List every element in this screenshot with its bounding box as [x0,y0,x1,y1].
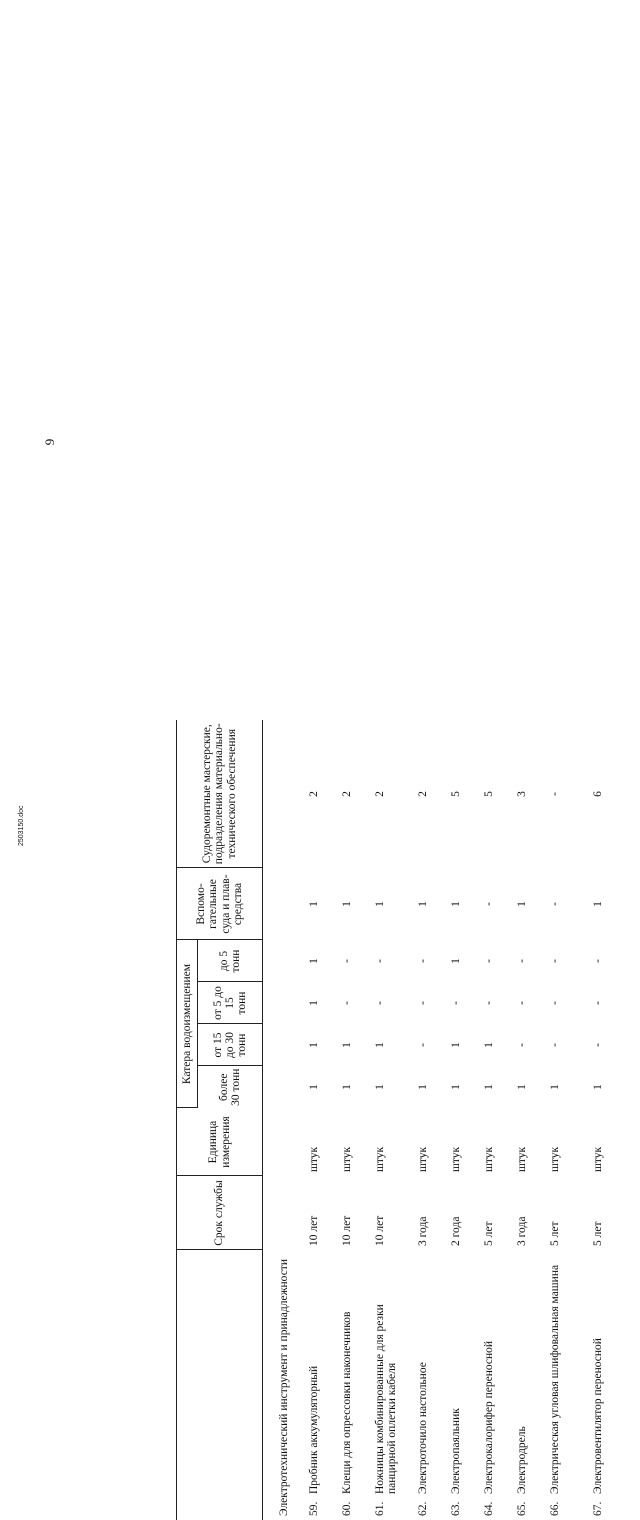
row-boats-upto5: - [341,959,353,963]
row-number: 66. [549,1501,561,1516]
row-auxiliary: 1 [308,901,320,907]
row-boats-upto5: - [483,959,495,963]
row-name: Электрическая угловая шлифовальная машина [549,1264,561,1494]
row-number: 59. [308,1501,320,1516]
header-boats-group: Катера водоизмещением [177,940,198,1108]
header-repair: Судоремонтные мастерские, подразделения материально-технического обеспечения [177,720,263,868]
row-boats-upto5: - [592,959,604,963]
row-boats-upto5: - [374,959,386,963]
row-boats-over30: 1 [450,1084,462,1090]
row-boats-5-15: - [417,1001,429,1005]
row-repair: 5 [483,791,495,797]
row-auxiliary: 1 [592,901,604,907]
row-auxiliary: 1 [374,901,386,907]
row-service-life: 3 года [417,1216,429,1246]
row-unit: штук [450,1146,462,1172]
row-boats-upto5: 1 [450,958,462,964]
header-boats-15-30: от 15 до 30 тонн [198,1024,263,1066]
row-boats-upto5: - [417,959,429,963]
row-auxiliary: - [483,902,495,906]
row-boats-5-15: - [374,1001,386,1005]
page-number: 9 [42,438,57,446]
row-number: 61. [374,1501,386,1516]
row-unit: штук [341,1146,353,1172]
header-boats-5-15: от 5 до 15 тонн [198,982,263,1024]
footer-filename: 2503150.doc [18,805,25,846]
row-number: 63. [450,1501,462,1516]
row-repair: 2 [374,791,386,797]
row-boats-15-30: - [592,1043,604,1047]
row-number: 62. [417,1501,429,1516]
row-boats-5-15: - [549,1001,561,1005]
row-unit: штук [374,1146,386,1172]
row-unit: штук [592,1146,604,1172]
header-name-blank [177,1250,263,1520]
table-row [480,720,513,1520]
row-name: Пробник аккумуляторный [308,1365,320,1494]
row-boats-15-30: 1 [483,1042,495,1048]
table-row [546,720,589,1520]
row-number: 60. [341,1501,353,1516]
row-auxiliary: 1 [450,901,462,907]
row-auxiliary: 1 [341,901,353,907]
row-boats-15-30: - [417,1043,429,1047]
row-service-life: 5 лет [549,1221,561,1246]
row-boats-over30: 1 [592,1084,604,1090]
row-repair: 3 [516,791,528,797]
table-row [589,720,622,1520]
row-repair: 6 [592,791,604,797]
row-unit: штук [308,1146,320,1172]
row-boats-5-15: - [592,1001,604,1005]
row-service-life: 5 лет [483,1221,495,1246]
row-service-life: 2 года [450,1216,462,1246]
row-repair: 2 [308,791,320,797]
row-boats-over30: 1 [549,1084,561,1090]
row-boats-over30: 1 [374,1084,386,1090]
row-boats-15-30: - [549,1043,561,1047]
row-service-life: 10 лет [374,1215,386,1246]
row-auxiliary: - [549,902,561,906]
row-service-life: 3 года [516,1216,528,1246]
row-boats-over30: 1 [308,1084,320,1090]
row-boats-5-15: - [483,1001,495,1005]
row-auxiliary: 1 [417,901,429,907]
row-boats-upto5: - [516,959,528,963]
row-name: Клещи для опрессовки наконечников [341,1311,353,1494]
row-boats-over30: 1 [483,1084,495,1090]
table-row [305,720,338,1520]
row-boats-15-30: 1 [308,1042,320,1048]
row-boats-15-30: 1 [341,1042,353,1048]
row-repair: 2 [417,791,429,797]
header-service-life: Срок службы [177,1176,263,1250]
row-boats-15-30: 1 [374,1042,386,1048]
row-name: Электроточило настольное [417,1362,429,1494]
table-row [338,720,371,1520]
row-boats-upto5: - [549,959,561,963]
row-name: Электровентилятор переносной [592,1338,604,1494]
row-number: 67. [592,1501,604,1516]
header-auxiliary: Вспомо-гательные суда и плав-средства [177,868,263,940]
row-unit: штук [549,1146,561,1172]
row-boats-over30: 1 [516,1084,528,1090]
table-row [371,720,414,1520]
row-service-life: 10 лет [341,1215,353,1246]
row-boats-5-15: - [341,1001,353,1005]
table-header [177,720,263,1520]
row-repair: - [549,792,561,796]
row-name: Электропаяльник [450,1408,462,1494]
row-boats-15-30: - [516,1043,528,1047]
row-name: Электрокалорифер переносной [483,1340,495,1494]
row-boats-over30: 1 [341,1084,353,1090]
rotated-table-sheet [176,720,640,1520]
table-row [513,720,546,1520]
row-repair: 2 [341,791,353,797]
row-service-life: 10 лет [308,1215,320,1246]
row-unit: штук [483,1146,495,1172]
row-boats-over30: 1 [417,1084,429,1090]
row-number: 64. [483,1501,495,1516]
row-boats-5-15: - [450,1001,462,1005]
row-boats-5-15: - [516,1001,528,1005]
table-body [263,720,623,1520]
row-repair: 5 [450,791,462,797]
section-title: Электротехнический инструмент и принадлежности [277,1259,290,1516]
row-boats-upto5: 1 [308,958,320,964]
row-boats-5-15: 1 [308,1000,320,1006]
row-number: 65. [516,1501,528,1516]
row-boats-15-30: 1 [450,1042,462,1048]
table-row [447,720,480,1520]
row-unit: штук [417,1146,429,1172]
row-auxiliary: 1 [516,901,528,907]
header-boats-over30: более 30 тонн [198,1066,263,1108]
header-boats-upto5: до 5 тонн [198,940,263,982]
row-unit: штук [516,1146,528,1172]
table-row [414,720,447,1520]
equipment-table [176,720,622,1520]
header-unit: Единица измерения [177,1108,263,1176]
row-name: Ножницы комбинированные для резки панцирной оплетки кабеля [374,1304,399,1494]
row-service-life: 5 лет [592,1221,604,1246]
row-name: Электродрель [516,1426,528,1494]
